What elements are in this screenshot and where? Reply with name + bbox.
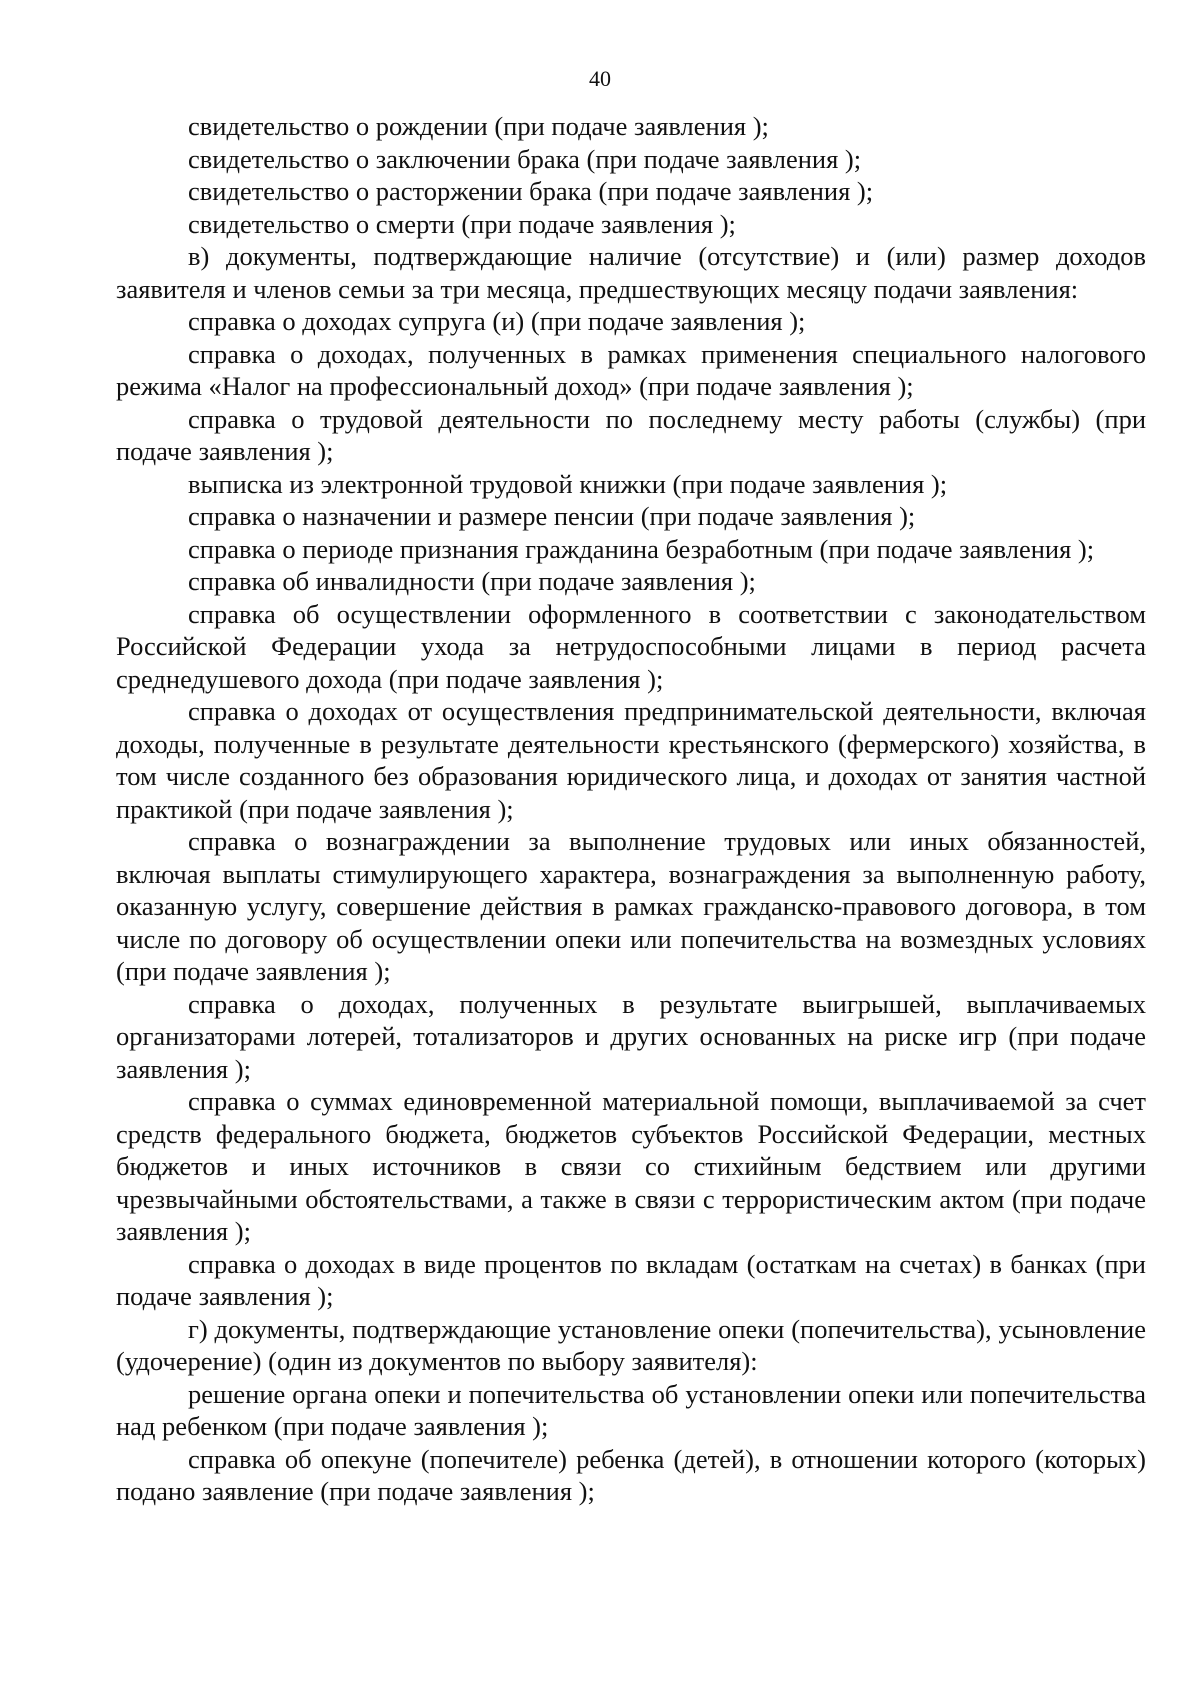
- paragraph: решение органа опеки и попечительства об установлении опеки или попечительства над ребенком (при подаче заявления );: [116, 1378, 1146, 1441]
- document-body: [116, 110, 1146, 1508]
- paragraph: справка о доходах супруга (и) (при подаче заявления );: [188, 306, 806, 336]
- paragraph: справка о трудовой деятельности по последнему месту работы (службы) (при подаче заявления );: [116, 403, 1146, 466]
- paragraph: справка об опекуне (попечителе) ребенка (детей), в отношении которого (которых) подано заявление (при подаче заявления );: [116, 1443, 1146, 1506]
- paragraph: справка об инвалидности (при подаче заявления );: [188, 566, 756, 596]
- paragraph: свидетельство о смерти (при подаче заявления );: [188, 208, 736, 239]
- paragraph: свидетельство о расторжении брака (при подаче заявления );: [188, 176, 874, 206]
- paragraph: справка об осуществлении оформленного в соответствии с законодательством Российской Федерации ухода за нетрудоспособными лицами в период расчета среднедушевого дохода (при подаче заявления );: [116, 598, 1146, 694]
- paragraph: справка о периоде признания гражданина безработным (при подаче заявления );: [188, 533, 1095, 564]
- page-number: 40: [589, 66, 611, 91]
- paragraph: справка о доходах в виде процентов по вкладам (остаткам на счетах) в банках (при подаче заявления );: [116, 1248, 1146, 1311]
- paragraph: выписка из электронной трудовой книжки (при подаче заявления );: [188, 468, 948, 499]
- paragraph: справка о доходах, полученных в результате выигрышей, выплачиваемых организаторами лотерей, тотализаторов и других основанных на риске игр (при подаче заявления );: [116, 988, 1146, 1084]
- paragraph: свидетельство о рождении (при подаче заявления );: [188, 111, 769, 141]
- paragraph: справка о вознаграждении за выполнение трудовых или иных обязанностей, включая выплаты стимулирующего характера, вознаграждения за выполненную работу, оказанную услугу, совершение действия в рамках гражданско-правового договора, в том числе по договору об осуществлении опеки или попечительства на возмездных условиях (при подаче заявления );: [116, 826, 1146, 986]
- paragraph: справка о доходах, полученных в рамках применения специального налогового режима «Налог на профессиональный доход» (при подаче заявления );: [116, 338, 1146, 401]
- paragraph: справка о назначении и размере пенсии (при подаче заявления );: [188, 501, 916, 531]
- paragraph: г) документы, подтверждающие установление опеки (попечительства), усыновление (удочерение) (один из документов по выбору заявителя):: [116, 1313, 1146, 1376]
- paragraph: свидетельство о заключении брака (при подаче заявления );: [188, 143, 862, 174]
- paragraph: справка о суммах единовременной материальной помощи, выплачиваемой за счет средств федерального бюджета, бюджетов субъектов Российской Федерации, местных бюджетов и иных источников в связи со стихийным бедствием или другими чрезвычайными обстоятельствами, а также в связи с террористическим актом (при подаче заявления );: [116, 1086, 1146, 1246]
- paragraph: справка о доходах от осуществления предпринимательской деятельности, включая доходы, полученные в результате деятельности крестьянского (фермерского) хозяйства, в том числе созданного без образования юридического лица, и доходах от занятия частной практикой (при подаче заявления );: [116, 696, 1146, 824]
- paragraph: в) документы, подтверждающие наличие (отсутствие) и (или) размер доходов заявителя и членов семьи за три месяца, предшествующих месяцу подачи заявления:: [116, 241, 1146, 304]
